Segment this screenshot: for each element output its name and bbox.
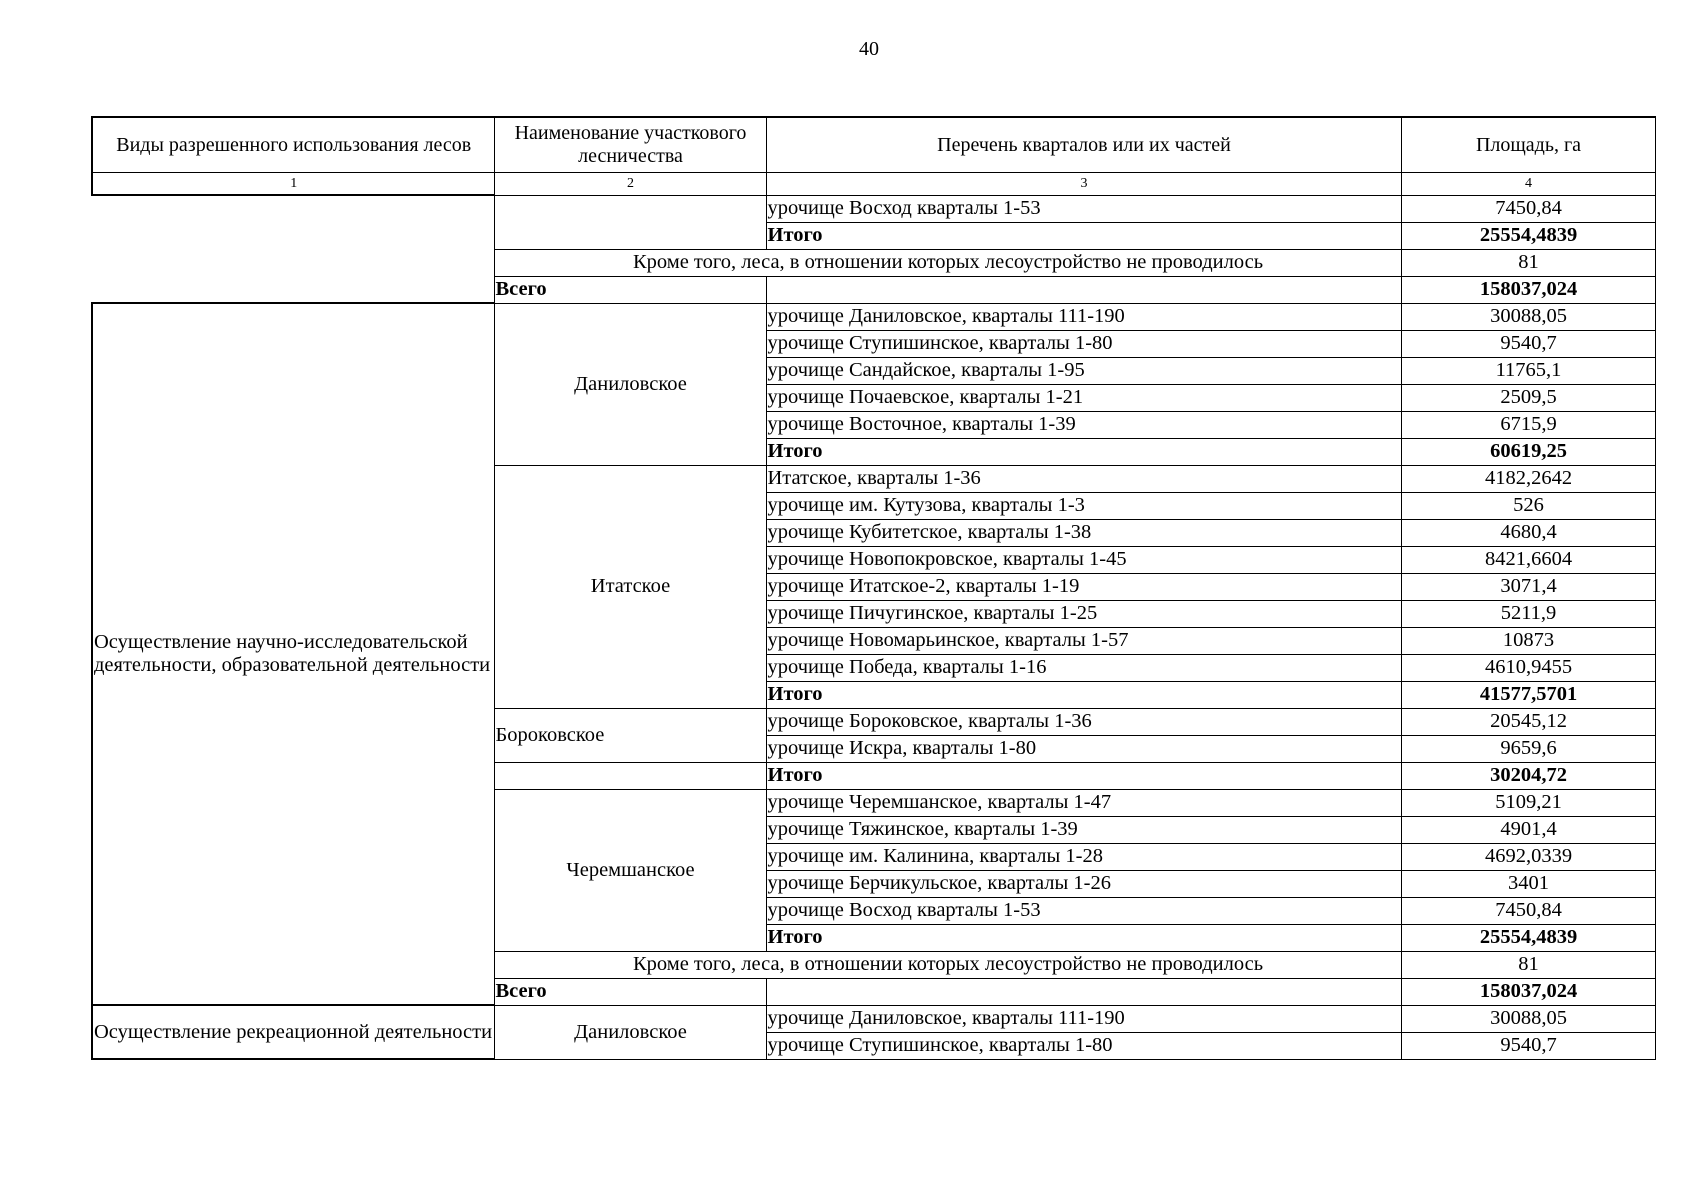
- quarter-name: урочище Ступишинское, кварталы 1-80: [766, 330, 1401, 357]
- quarter-name: урочище Кубитетское, кварталы 1-38: [766, 519, 1401, 546]
- quarter-area: 4692,0339: [1401, 843, 1655, 870]
- forestry-empty-cell: [494, 762, 766, 789]
- header-forestry-name: Наименование участкового лесничества: [494, 117, 766, 173]
- quarter-name: урочище Пичугинское, кварталы 1-25: [766, 600, 1401, 627]
- total-label: Всего: [494, 276, 766, 303]
- subtotal-label: Итого: [766, 438, 1401, 465]
- quarter-name: урочище Восточное, кварталы 1-39: [766, 411, 1401, 438]
- quarter-area: 4182,2642: [1401, 465, 1655, 492]
- quarter-area: 5211,9: [1401, 600, 1655, 627]
- total-area: 158037,024: [1401, 276, 1655, 303]
- quarter-name: урочище Тяжинское, кварталы 1-39: [766, 816, 1401, 843]
- forestry-empty-cell: [494, 195, 766, 249]
- quarter-area: 3401: [1401, 870, 1655, 897]
- column-number-1: 1: [92, 173, 494, 196]
- quarter-name: урочище Новомарьинское, кварталы 1-57: [766, 627, 1401, 654]
- quarter-name: урочище Новопокровское, кварталы 1-45: [766, 546, 1401, 573]
- header-area: Площадь, га: [1401, 117, 1655, 173]
- quarter-name: Итатское, кварталы 1-36: [766, 465, 1401, 492]
- page-number: 40: [859, 38, 879, 60]
- quarter-area: 7450,84: [1401, 195, 1655, 222]
- unsurveyed-forests-label: Кроме того, леса, в отношении которых лесоустройство не проводилось: [494, 249, 1401, 276]
- quarter-name: урочище Ступишинское, кварталы 1-80: [766, 1032, 1401, 1059]
- quarter-area: 11765,1: [1401, 357, 1655, 384]
- quarter-name: урочище Восход кварталы 1-53: [766, 195, 1401, 222]
- quarter-name: урочище Искра, кварталы 1-80: [766, 735, 1401, 762]
- subtotal-label: Итого: [766, 222, 1401, 249]
- quarter-area: 10873: [1401, 627, 1655, 654]
- quarter-area: 9659,6: [1401, 735, 1655, 762]
- unsurveyed-forests-area: 81: [1401, 249, 1655, 276]
- quarter-area: 9540,7: [1401, 1032, 1655, 1059]
- unsurveyed-forests-label: Кроме того, леса, в отношении которых лесоустройство не проводилось: [494, 951, 1401, 978]
- quarter-area: 4610,9455: [1401, 654, 1655, 681]
- quarter-area: 30088,05: [1401, 1005, 1655, 1032]
- quarter-area: 7450,84: [1401, 897, 1655, 924]
- quarter-area: 3071,4: [1401, 573, 1655, 600]
- subtotal-label: Итого: [766, 762, 1401, 789]
- quarter-name: урочище им. Кутузова, кварталы 1-3: [766, 492, 1401, 519]
- unsurveyed-forests-area: 81: [1401, 951, 1655, 978]
- column-number-2: 2: [494, 173, 766, 196]
- quarter-area: 2509,5: [1401, 384, 1655, 411]
- table-column-numbers-row: [92, 173, 1655, 196]
- use-type-research: Осуществление научно-исследовательской деятельности, образовательной деятельности: [92, 303, 494, 1005]
- column-number-4: 4: [1401, 173, 1655, 196]
- total-label: Всего: [494, 978, 766, 1005]
- total-empty-cell: [766, 978, 1401, 1005]
- table-row: [92, 1005, 1655, 1032]
- quarter-name: урочище Восход кварталы 1-53: [766, 897, 1401, 924]
- table-row: [92, 195, 1655, 222]
- header-quarters-list: Перечень кварталов или их частей: [766, 117, 1401, 173]
- table-header-row: [92, 117, 1655, 173]
- total-area: 158037,024: [1401, 978, 1655, 1005]
- quarter-name: урочище Даниловское, кварталы 111-190: [766, 1005, 1401, 1032]
- table-row: [92, 303, 1655, 330]
- quarter-area: 4901,4: [1401, 816, 1655, 843]
- quarter-name: урочище Почаевское, кварталы 1-21: [766, 384, 1401, 411]
- quarter-name: урочище Черемшанское, кварталы 1-47: [766, 789, 1401, 816]
- forestry-cheremshanskoe: Черемшанское: [494, 789, 766, 951]
- quarter-name: урочище Бороковское, кварталы 1-36: [766, 708, 1401, 735]
- quarter-name: урочище им. Калинина, кварталы 1-28: [766, 843, 1401, 870]
- subtotal-area: 30204,72: [1401, 762, 1655, 789]
- use-type-recreation: Осуществление рекреационной деятельности: [92, 1005, 494, 1059]
- quarter-name: урочище Даниловское, кварталы 111-190: [766, 303, 1401, 330]
- quarter-area: 6715,9: [1401, 411, 1655, 438]
- quarter-name: урочище Итатское-2, кварталы 1-19: [766, 573, 1401, 600]
- forest-use-table: [91, 116, 1656, 1060]
- quarter-area: 30088,05: [1401, 303, 1655, 330]
- quarter-area: 20545,12: [1401, 708, 1655, 735]
- quarter-area: 5109,21: [1401, 789, 1655, 816]
- quarter-area: 9540,7: [1401, 330, 1655, 357]
- quarter-name: урочище Сандайское, кварталы 1-95: [766, 357, 1401, 384]
- subtotal-label: Итого: [766, 924, 1401, 951]
- quarter-area: 4680,4: [1401, 519, 1655, 546]
- header-use-type: Виды разрешенного использования лесов: [92, 117, 494, 173]
- subtotal-area: 41577,5701: [1401, 681, 1655, 708]
- column-number-3: 3: [766, 173, 1401, 196]
- forestry-borokovskoe: Бороковское: [494, 708, 766, 762]
- subtotal-area: 25554,4839: [1401, 222, 1655, 249]
- forestry-danilovskoe: Даниловское: [494, 303, 766, 465]
- subtotal-area: 60619,25: [1401, 438, 1655, 465]
- total-empty-cell: [766, 276, 1401, 303]
- use-type-empty-cell: [92, 195, 494, 303]
- quarter-area: 526: [1401, 492, 1655, 519]
- quarter-name: урочище Победа, кварталы 1-16: [766, 654, 1401, 681]
- subtotal-label: Итого: [766, 681, 1401, 708]
- forestry-danilovskoe-recreation: Даниловское: [494, 1005, 766, 1059]
- forestry-itatskoe: Итатское: [494, 465, 766, 708]
- quarter-name: урочище Берчикульское, кварталы 1-26: [766, 870, 1401, 897]
- subtotal-area: 25554,4839: [1401, 924, 1655, 951]
- quarter-area: 8421,6604: [1401, 546, 1655, 573]
